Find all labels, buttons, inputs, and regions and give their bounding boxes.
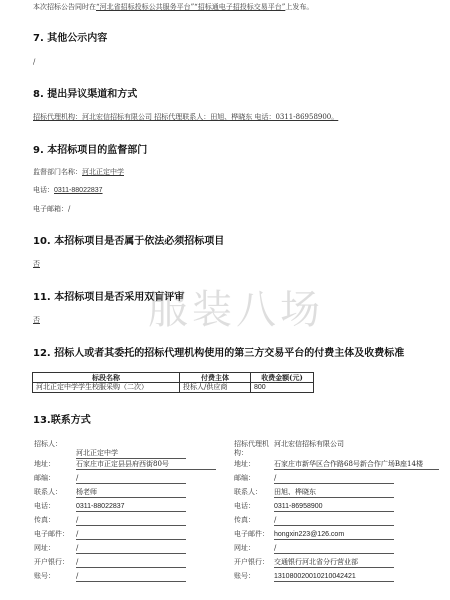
intro-prefix: 本次招标公告同时在 — [33, 3, 96, 11]
section-11-body: 否 — [33, 316, 40, 324]
fax-value: / — [274, 516, 394, 526]
postcode-value: / — [274, 474, 394, 484]
contact-left — [34, 440, 224, 590]
tenderer-value: 河北正定中学 — [76, 449, 186, 459]
contact-label: 邮编： — [234, 474, 255, 482]
bank-value: 交通银行河北省分行营业部 — [274, 558, 394, 568]
contact-label: 电子邮件： — [34, 530, 69, 538]
contact-label: 传真： — [234, 516, 255, 524]
contact-label: 传真： — [34, 516, 55, 524]
phone-value: 0311-88022837 — [76, 502, 186, 512]
section-11-title: 11. 本招标项目是否采用双盲评审 — [33, 292, 185, 303]
contact-person-value: 田旭、桦晓东 — [274, 488, 394, 498]
intro-platforms: “河北省招标投标公共服务平台”“招标通电子招投标交易平台” — [96, 3, 286, 11]
section-7-body: / — [33, 58, 36, 66]
address-value: 石家庄市正定县县府西街80号 — [76, 460, 216, 470]
contact-label: 联系人： — [234, 488, 262, 496]
contact-label: 开户银行： — [234, 558, 269, 566]
table-row — [33, 383, 314, 393]
section-10-title: 10. 本招标项目是否属于依法必须招标项目 — [33, 236, 225, 247]
phone-value: 0311-88022837 — [54, 187, 103, 194]
postcode-value: / — [76, 474, 186, 484]
dept-label: 监督部门名称： — [33, 168, 82, 176]
contact-right — [234, 440, 440, 590]
header-amount: 收费金额(元) — [251, 373, 314, 383]
supervision-email-line — [33, 205, 70, 214]
section-10-body: 否 — [33, 260, 40, 268]
section-9-title: 9. 本招标项目的监督部门 — [33, 145, 148, 156]
email-label: 电子邮箱： — [33, 205, 68, 213]
contact-label: 招标代理机构： — [234, 440, 269, 457]
section-12-title: 12. 招标人或者其委托的招标代理机构使用的第三方交易平台的付费主体及收费标准 — [33, 348, 405, 359]
header-payer: 付费主体 — [180, 373, 251, 383]
contact-label: 账号： — [234, 572, 255, 580]
phone-value: 0311-86958900 — [274, 502, 394, 512]
contact-label: 网址： — [34, 544, 55, 552]
fee-table-header — [33, 373, 314, 383]
cell-amount: 800 — [251, 383, 314, 393]
email-value: hongxin223@126.com — [274, 530, 394, 540]
header-section-name: 标段名称 — [33, 373, 180, 383]
section-13-title: 13.联系方式 — [33, 415, 91, 426]
phone-label: 电话： — [33, 186, 54, 194]
website-value: / — [76, 544, 186, 554]
account-value: 131080020010210042421 — [274, 572, 394, 582]
contact-label: 电话： — [34, 502, 55, 510]
fax-value: / — [76, 516, 186, 526]
intro-line — [33, 3, 313, 12]
contact-label: 开户银行： — [34, 558, 69, 566]
watermark: 服装八场 — [148, 287, 324, 333]
contact-label: 网址： — [234, 544, 255, 552]
fee-table — [32, 372, 314, 393]
contact-label: 账号： — [34, 572, 55, 580]
website-value: / — [274, 544, 394, 554]
section-8-body: 招标代理机构：河北宏信招标有限公司 招标代理联系人：田旭、桦晓东 电话：0311-86958900。 — [33, 113, 339, 121]
contact-label: 招标人： — [34, 440, 62, 448]
email-value: / — [68, 205, 71, 213]
bank-value: / — [76, 558, 186, 568]
dept-value: 河北正定中学 — [82, 168, 124, 176]
supervision-phone-line — [33, 186, 103, 195]
intro-suffix: 上发布。 — [285, 3, 314, 11]
agency-value: 河北宏信招标有限公司 — [274, 440, 344, 448]
supervision-dept-line — [33, 168, 124, 177]
contact-person-value: 杨老师 — [76, 488, 186, 498]
cell-section-name: 河北正定中学学生校服采购（二次） — [33, 383, 180, 393]
section-7-title: 7. 其他公示内容 — [33, 33, 108, 44]
account-value: / — [76, 572, 186, 582]
contact-label: 邮编： — [34, 474, 55, 482]
contact-label: 地址： — [34, 460, 55, 468]
email-value: / — [76, 530, 186, 540]
section-8-title: 8. 提出异议渠道和方式 — [33, 89, 138, 100]
address-value: 石家庄市新华区合作路68号新合作广场B座14楼 — [274, 460, 439, 470]
contact-label: 地址： — [234, 460, 255, 468]
contact-label: 电话： — [234, 502, 255, 510]
contact-label: 电子邮件： — [234, 530, 269, 538]
cell-payer: 投标人/供应商 — [180, 383, 251, 393]
contact-label: 联系人： — [34, 488, 62, 496]
